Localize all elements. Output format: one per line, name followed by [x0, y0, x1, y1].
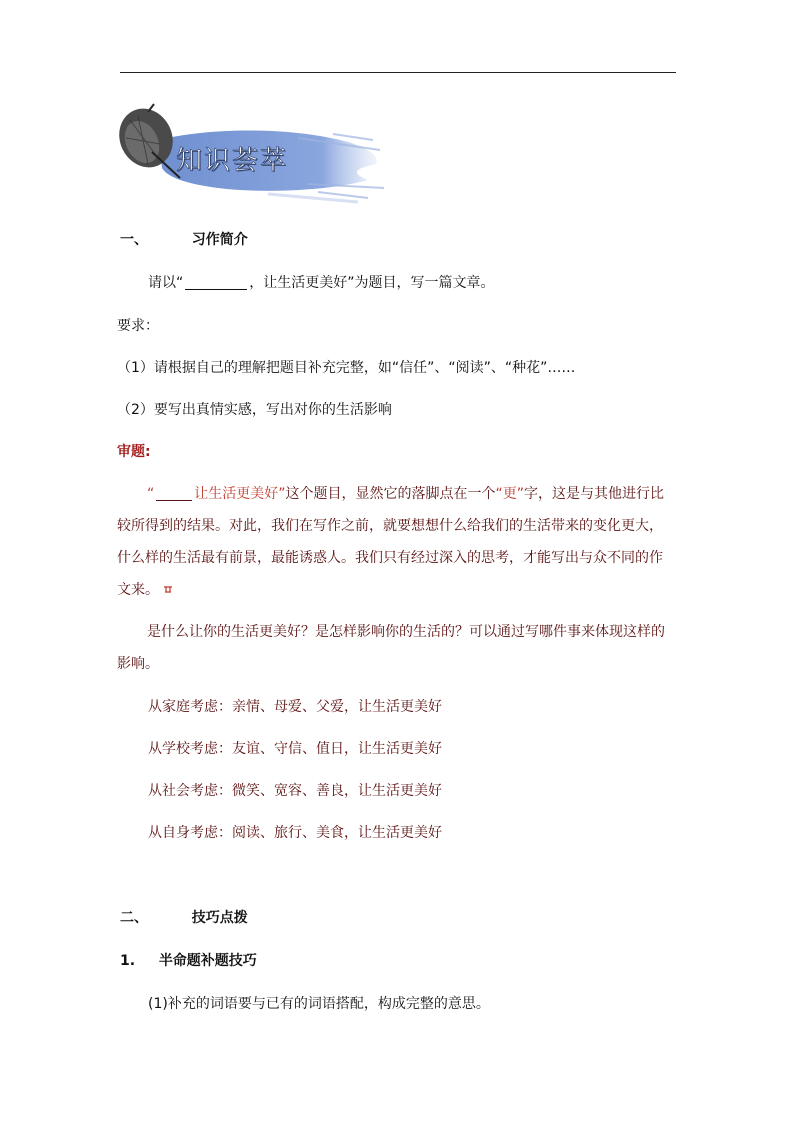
small-mark-icon — [163, 584, 173, 594]
aspect-family: 从家庭考虑：亲情、母爱、父爱，让生活更美好 — [148, 699, 442, 715]
aspect-school: 从学校考虑：友谊、守信、值日，让生活更美好 — [148, 741, 442, 757]
banner-title: 知识荟萃 — [176, 146, 289, 176]
subsection-1-number: 1. — [120, 953, 136, 969]
analysis-title: 让生活更美好” — [194, 486, 286, 502]
header-rule — [120, 72, 676, 73]
section-1-title: 习作简介 — [191, 232, 248, 248]
analysis-middle: 这个题目，显然它的落脚点在一个 — [285, 486, 496, 502]
prompt-prefix: 请以“ — [148, 275, 184, 291]
prompt-blank — [185, 275, 247, 290]
requirements-label: 要求： — [117, 318, 159, 334]
writing-prompt — [148, 273, 495, 293]
tip-point-1: (1)补充的词语要与已有的词语搭配，构成完整的意思。 — [148, 996, 490, 1012]
analysis-blank — [156, 486, 192, 501]
section-2-title: 技巧点拨 — [191, 910, 248, 926]
analysis-geng: “更” — [495, 486, 525, 502]
section-2-heading — [120, 908, 248, 928]
analysis-paragraph — [117, 478, 676, 606]
aspect-society: 从社会考虑：微笑、宽容、善良，让生活更美好 — [148, 783, 442, 799]
section-2-number: 二、 — [120, 910, 148, 926]
question-paragraph: 是什么让你的生活更美好？是怎样影响你的生活的？可以通过写哪件事来体现这样的影响。 — [117, 624, 665, 672]
requirement-1: （1）请根据自己的理解把题目补充完整，如“信任”、“阅读”、“种花”…… — [117, 360, 576, 376]
prompt-suffix: ，让生活更美好”为题目，写一篇文章。 — [249, 275, 495, 291]
analysis-quote-open: “ — [147, 486, 155, 502]
section-1-heading — [120, 230, 248, 250]
analysis-rest: 字，这是与其他进行比较所得到的结果。对此，我们在写作之前，就要想想什么给我们的生活带来的变化更大，什么样的生活最有前景，最能诱惑人。我们只有经过深入的思考，才能写出与众不同的作文来。 — [117, 486, 665, 598]
aspect-self: 从自身考虑：阅读、旅行、美食，让生活更美好 — [148, 825, 442, 841]
subsection-1-title: 半命题补题技巧 — [158, 953, 257, 969]
requirement-2: （2）要写出真情实感，写出对你的生活影响 — [117, 402, 392, 418]
shenti-label: 审题: — [117, 444, 151, 460]
subsection-1-heading — [120, 951, 257, 971]
section-1-number: 一、 — [120, 232, 148, 248]
